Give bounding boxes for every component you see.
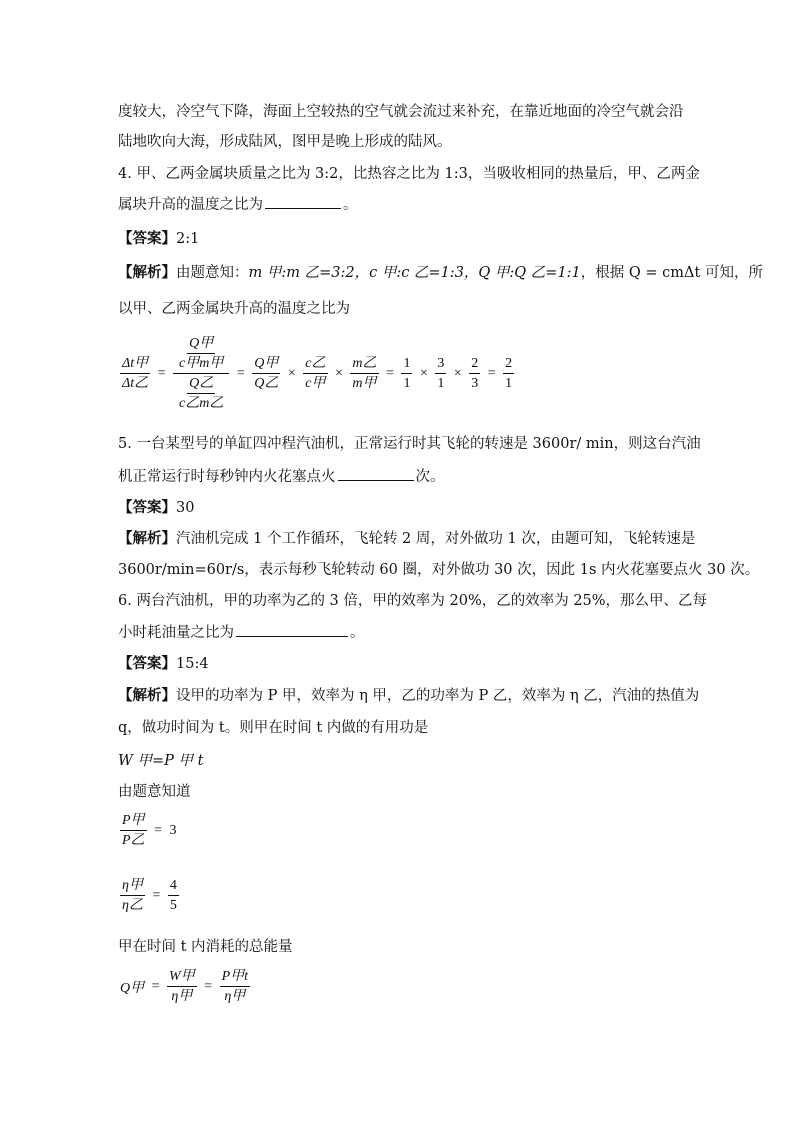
answer-value: 30 xyxy=(176,500,195,516)
equation-temperature-ratio: $\frac{\text{Δt甲}}{\text{Δt乙}}$ = $\frac{\frac{\text{Q甲}}{\text{c甲m甲}}}{\frac{\text{Q乙}}{\text{c乙m乙}}}$ = $\frac{\text{Q甲}}{\text{Q乙}}$ × $\frac{\text{c乙}}{\text{c甲}}$ × $\frac{\text{m乙}}{\text{m甲}}$ = $\frac{1}{1}$ × $\frac{3}{1}$ × $\frac{2}{3}$ = $\frac{2}{1}$ xyxy=(122,336,513,411)
analysis-line: 【解析】汽油机完成 1 个工作循环，飞轮转 2 周，对外做功 1 次，由题可知，飞轮转速是 xyxy=(118,530,696,547)
question-5-line: 5. 一台某型号的单缸四冲程汽油机，正常运行时其飞轮的转速是 3600r/ min，则这台汽油 xyxy=(118,436,701,452)
answer-blank xyxy=(236,622,348,637)
answer-value: 15:4 xyxy=(176,656,209,672)
fraction: $\frac{\text{Δt甲}}{\text{Δt乙}}$ xyxy=(122,356,149,391)
analysis-line: 【解析】由题意知：m 甲:m 乙=3:2，c 甲:c 乙=1:3，Q 甲:Q 乙=1:1，根据 Q = cmΔt 可知，所 xyxy=(118,264,763,281)
text-line: 陆地吹向大海，形成陆风，图甲是晚上形成的陆风。 xyxy=(118,134,452,150)
text-line: 3600r/min=60r/s，表示每秒飞轮转动 60 圈，对外做功 30 次，因此 1s 内火花塞要点火 30 次。 xyxy=(118,562,760,578)
question-6-line-2: 小时耗油量之比为 。 xyxy=(118,622,365,644)
question-4-line-2: 属块升高的温度之比为 。 xyxy=(118,194,358,216)
text-line: q，做功时间为 t。则甲在时间 t 内做的有用功是 xyxy=(118,720,429,736)
ratio-expression: m 甲:m 乙=3:2，c 甲:c 乙=1:3，Q 甲:Q 乙=1:1 xyxy=(248,265,581,281)
equation-total-energy: Q甲 = $\frac{\text{W甲}}{\text{η甲}}$ = $\frac{\text{P甲t}}{\text{η甲}}$ xyxy=(120,969,249,1004)
answer-tag: 【答案】 xyxy=(118,499,176,516)
answer-line xyxy=(118,228,199,250)
equation-work: W 甲=P 甲 t xyxy=(118,753,204,769)
text-line: 度较大，冷空气下降，海面上空较热的空气就会流过来补充，在靠近地面的冷空气就会沿 xyxy=(118,104,684,120)
answer-line xyxy=(118,497,194,519)
equation-efficiency-ratio: $\frac{\text{η甲}}{\text{η乙}}$ = $\frac{4}{5}$ xyxy=(122,878,177,913)
analysis-tag: 【解析】 xyxy=(118,264,176,281)
question-6-line: 6. 两台汽油机，甲的功率为乙的 3 倍，甲的效率为 20%，乙的效率为 25%，那么甲、乙每 xyxy=(118,593,708,609)
answer-line xyxy=(118,653,209,675)
question-5-line-2: 机正常运行时每秒钟内火花塞点火 次。 xyxy=(118,466,445,488)
analysis-tag: 【解析】 xyxy=(118,687,176,704)
equation-power-ratio: $\frac{\text{P甲}}{\text{P乙}}$ = 3 xyxy=(122,813,177,848)
question-4-line: 4. 甲、乙两金属块质量之比为 3:2，比热容之比为 1:3，当吸收相同的热量后，甲、乙两金 xyxy=(118,166,700,182)
analysis-tag: 【解析】 xyxy=(118,530,176,547)
answer-tag: 【答案】 xyxy=(118,655,176,672)
text-line: 由题意知道 xyxy=(118,784,191,800)
answer-blank xyxy=(338,466,414,481)
answer-value: 2:1 xyxy=(176,231,200,247)
compound-fraction: $\frac{\frac{\text{Q甲}}{\text{c甲m甲}}}{\frac{\text{Q乙}}{\text{c乙m乙}}}$ xyxy=(173,335,229,412)
analysis-line: 【解析】设甲的功率为 P 甲，效率为 η 甲，乙的功率为 P 乙，效率为 η 乙，汽油的热值为 xyxy=(118,687,700,704)
text-line: 甲在时间 t 内消耗的总能量 xyxy=(118,939,293,955)
text-line: 以甲、乙两金属块升高的温度之比为 xyxy=(118,301,350,317)
answer-blank xyxy=(265,194,341,209)
answer-tag: 【答案】 xyxy=(118,230,176,247)
